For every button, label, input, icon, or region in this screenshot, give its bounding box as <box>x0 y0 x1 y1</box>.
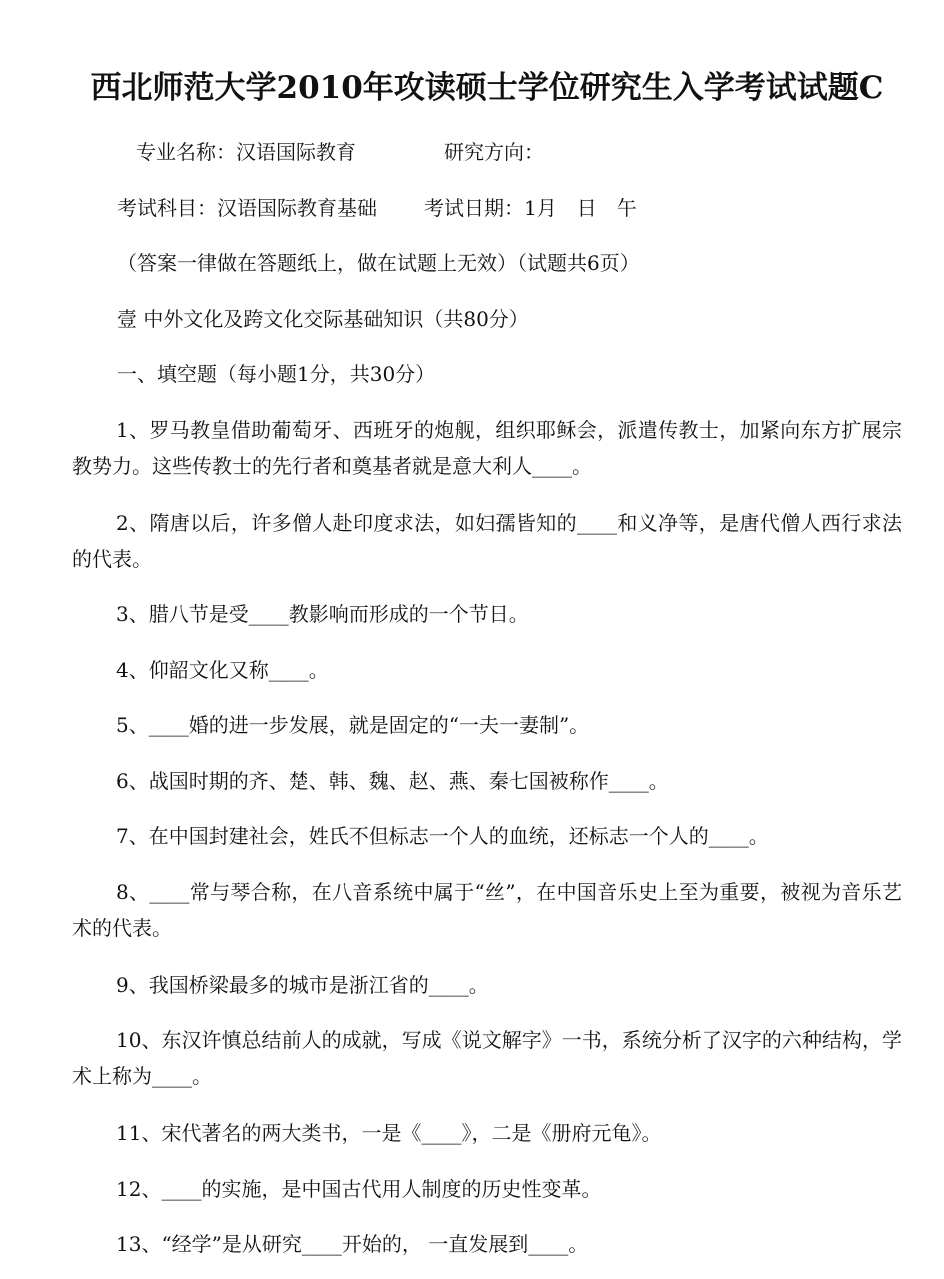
question-3: 3、腊八节是受____教影响而形成的一个节日。 <box>116 602 529 626</box>
question-8: 8、____常与琴合称，在八音系统中属于“丝”，在中国音乐史上至为重要，被视为音乐艺术的代表。 <box>72 880 902 940</box>
part-heading: 一、填空题（每小题1分，共30分） <box>117 362 436 386</box>
question-9: 9、我国桥梁最多的城市是浙江省的____。 <box>116 973 489 997</box>
question-1: 1、罗马教皇借助葡萄牙、西班牙的炮舰，组织耶稣会，派遣传教士，加紧向东方扩展宗教势力。这些传教士的先行者和奠基者就是意大利人____。 <box>72 418 902 478</box>
answer-note: （答案一律做在答题纸上，做在试题上无效）（试题共6页） <box>117 251 640 275</box>
exam-subject: 考试科目：汉语国际教育基础 <box>117 196 377 220</box>
section-heading: 壹 中外文化及跨文化交际基础知识（共80分） <box>117 307 529 331</box>
question-11: 11、宋代著名的两大类书，一是《____》，二是《册府元龟》。 <box>116 1121 662 1145</box>
page-title: 西北师范大学2010年攻读硕士学位研究生入学考试试题C <box>90 70 884 106</box>
exam-date: 考试日期：1月 日 午 <box>424 196 637 220</box>
question-10: 10、东汉许慎总结前人的成就，写成《说文解字》一书，系统分析了汉字的六种结构，学术上称为____。 <box>72 1028 902 1088</box>
question-4: 4、仰韶文化又称____。 <box>116 658 329 682</box>
question-2: 2、隋唐以后，许多僧人赴印度求法，如妇孺皆知的____和义净等，是唐代僧人西行求法的代表。 <box>72 511 902 571</box>
research-direction: 研究方向： <box>444 140 544 164</box>
major-name: 专业名称：汉语国际教育 <box>136 140 356 164</box>
question-13: 13、“经学”是从研究____开始的， 一直发展到____。 <box>116 1232 589 1256</box>
question-6: 6、战国时期的齐、楚、韩、魏、赵、燕、秦七国被称作____。 <box>116 769 669 793</box>
question-5: 5、____婚的进一步发展，就是固定的“一夫一妻制”。 <box>116 713 590 737</box>
question-7: 7、在中国封建社会，姓氏不但标志一个人的血统，还标志一个人的____。 <box>116 824 769 848</box>
question-12: 12、____的实施，是中国古代用人制度的历史性变革。 <box>116 1177 602 1201</box>
